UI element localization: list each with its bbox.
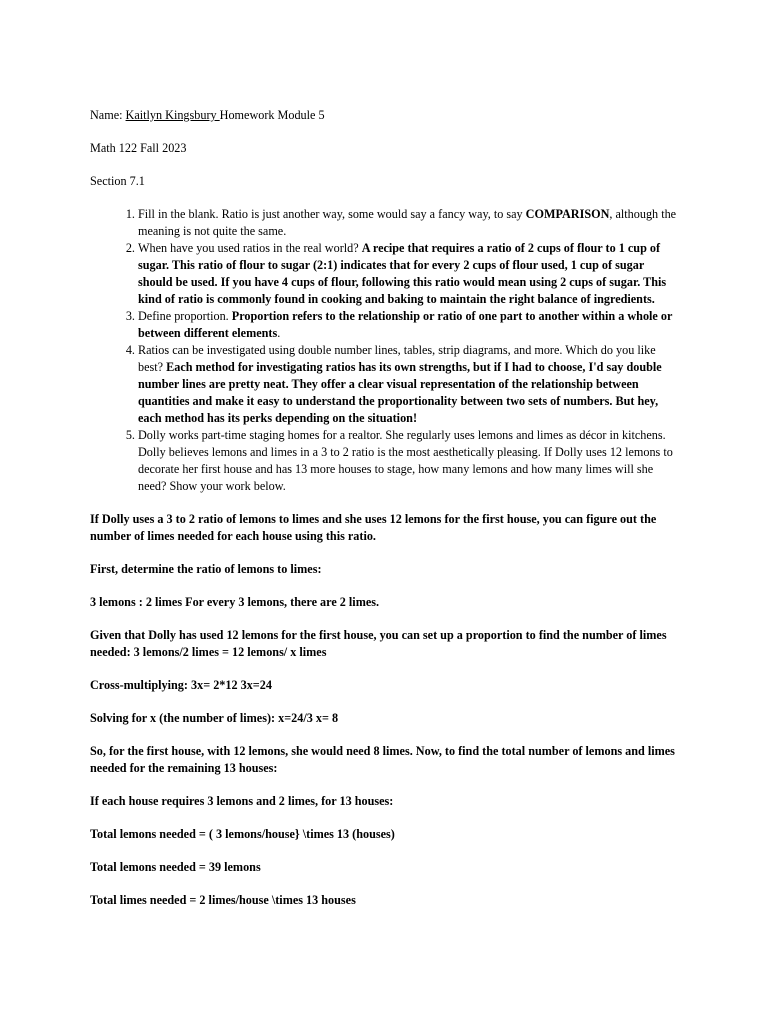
worked-solution [90,511,680,909]
solution-paragraph: So, for the first house, with 12 lemons, she would need 8 limes. Now, to find the total number of lemons and limes needed for the remaining 13 houses: [90,744,675,775]
solution-paragraph: Total lemons needed = 39 lemons [90,860,261,874]
question-prompt: Define proportion. [138,309,232,323]
question-item [138,206,680,240]
course-line: Math 122 Fall 2023 [90,141,187,155]
question-item [138,308,680,342]
question-prompt: When have you used ratios in the real world? [138,241,362,255]
solution-paragraph: First, determine the ratio of lemons to limes: [90,562,322,576]
name-label: Name: [90,108,126,122]
solution-paragraph: 3 lemons : 2 limes For every 3 lemons, there are 2 limes. [90,595,380,609]
section-heading: Section 7.1 [90,174,145,188]
question-prompt: Ratios can be investigated using double number lines, tables, strip diagrams, and more. Which do you like best? [138,343,656,374]
question-prompt: Fill in the blank. Ratio is just another way, some would say a fancy way, to say [138,207,526,221]
question-answer: Proportion refers to the relationship or ratio of one part to another within a whole or between different elements [138,309,673,340]
question-item [138,427,680,495]
question-tail: , although the meaning is not quite the same. [138,207,677,238]
solution-paragraph: Total limes needed = 2 limes/house \times 13 houses [90,893,356,907]
question-answer: Each method for investigating ratios has its own strengths, but if I had to choose, I'd say double number lines are pretty neat. They offer a clear visual representation of the relationship between quantities and make it easy to understand the proportionality between two sets of numbers. But hey, each method has its perks depending on the situation! [138,360,662,425]
solution-paragraph: Cross-multiplying: 3x= 2*12 3x=24 [90,678,272,692]
solution-paragraph: If Dolly uses a 3 to 2 ratio of lemons to limes and she uses 12 lemons for the first house, you can figure out the number of limes needed for each house using this ratio. [90,512,657,543]
question-answer: COMPARISON [525,207,610,221]
question-tail: . [277,326,281,340]
solution-paragraph: If each house requires 3 lemons and 2 limes, for 13 houses: [90,794,394,808]
solution-paragraph: Total lemons needed = ( 3 lemons/house} \times 13 (houses) [90,827,395,841]
question-item [138,342,680,427]
solution-paragraph: Solving for x (the number of limes): x=24/3 x= 8 [90,711,339,725]
document-page [90,107,680,925]
question-item [138,240,680,308]
name-line [90,107,680,124]
question-prompt: Dolly works part-time staging homes for a realtor. She regularly uses lemons and limes as décor in kitchens. Dolly believes lemons and limes in a 3 to 2 ratio is the most aesthetically pleasing. If Dolly uses 12 lemons to decorate her first house and has 13 more houses to stage, how many lemons and how many limes will she need? Show your work below. [138,428,673,493]
question-answer: A recipe that requires a ratio of 2 cups of flour to 1 cup of sugar. This ratio of flour to sugar (2:1) indicates that for every 2 cups of flour used, 1 cup of sugar should be used. If you have 4 cups of flour, following this ratio would mean using 2 cups of sugar. This kind of ratio is commonly found in cooking and baking to maintain the right balance of ingredients. [138,241,667,306]
question-list [90,206,680,495]
assignment-title: Homework Module 5 [219,108,325,122]
student-name: Kaitlyn Kingsbury [125,108,220,122]
solution-paragraph: Given that Dolly has used 12 lemons for the first house, you can set up a proportion to find the number of limes needed: 3 lemons/2 limes = 12 lemons/ x limes [90,628,667,659]
